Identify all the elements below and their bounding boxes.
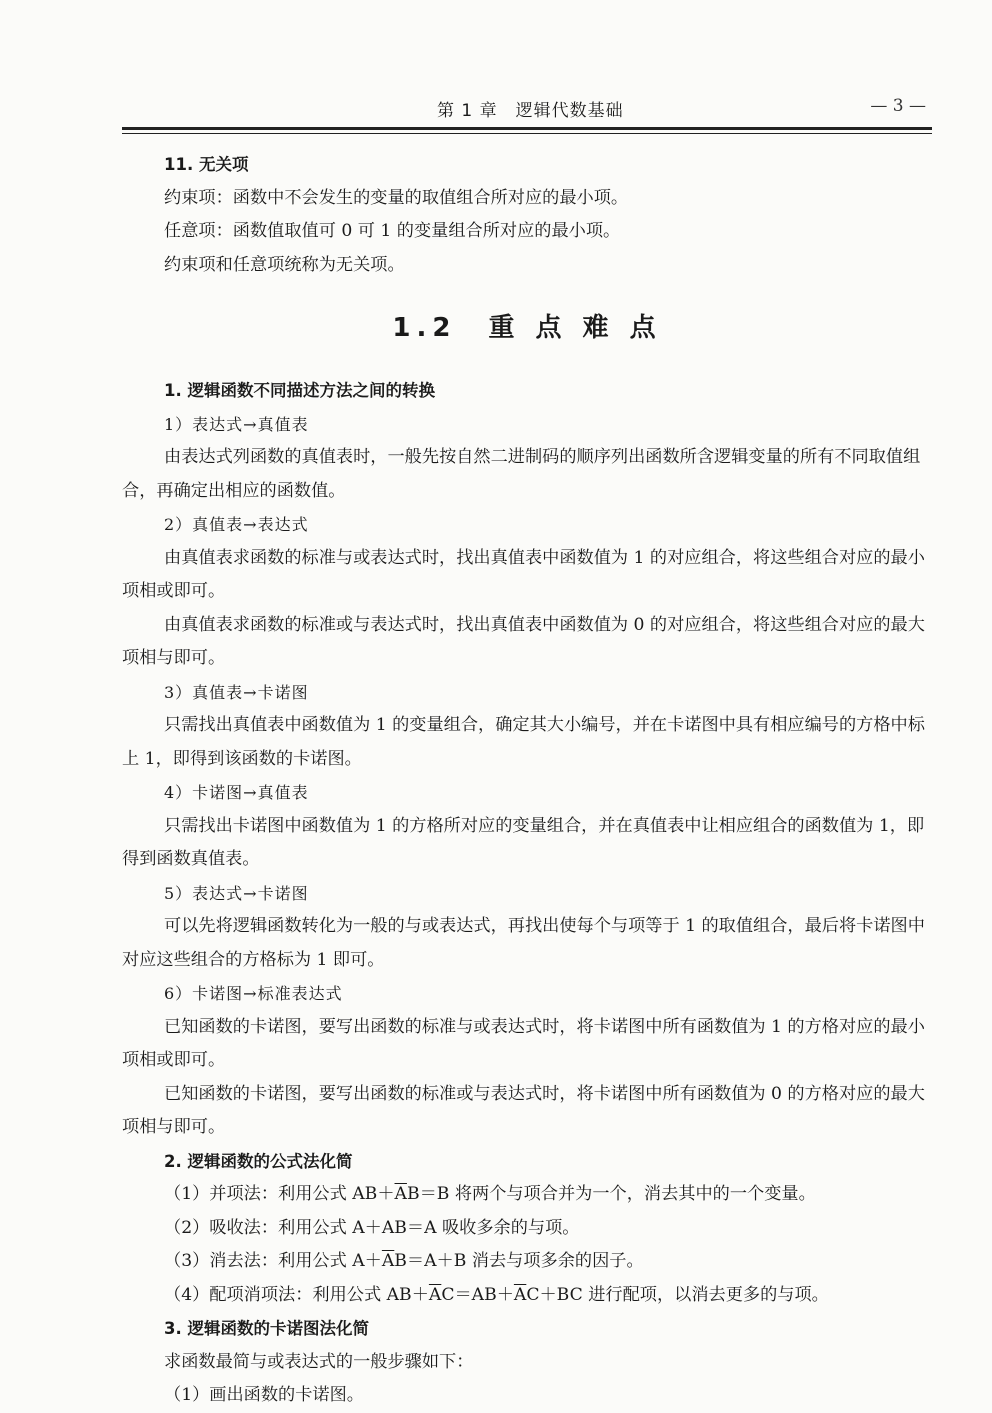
subheading: 5）表达式→卡诺图: [164, 883, 309, 903]
paragraph: 由真值表求函数的标准与或表达式时，找出真值表中函数值为 1 的对应组合，将这些组合对应的最小项相或即可。: [122, 547, 925, 601]
paragraph: 由真值表求函数的标准或与表达式时，找出真值表中函数值为 0 的对应组合，将这些组合对应的最大项相与即可。: [122, 614, 925, 668]
paragraph: 可以先将逻辑函数转化为一般的与或表达式，再找出使每个与项等于 1 的取值组合，最后将卡诺图中对应这些组合的方格标为 1 即可。: [122, 916, 925, 970]
paragraph: 任意项：函数值取值可 0 可 1 的变量组合所对应的最小项。: [164, 221, 621, 241]
formula-text: C＝AB＋: [441, 1284, 514, 1305]
subheading: 1）表达式→真值表: [164, 414, 309, 434]
header-rule: [122, 127, 932, 130]
list-item: [122, 1178, 932, 1212]
paragraph: 已知函数的卡诺图，要写出函数的标准与或表达式时，将卡诺图中所有函数值为 1 的方格对应的最小项相或即可。: [122, 1016, 925, 1070]
formula-text: B＝B 将两个与项合并为一个，消去其中的一个变量。: [406, 1184, 816, 1204]
list-item: （1）画出函数的卡诺图。: [164, 1385, 364, 1405]
subheading: 6）卡诺图→标准表达式: [164, 984, 343, 1003]
page-number: — 3 —: [870, 96, 926, 116]
list-item: （2）吸收法：利用公式 A＋AB＝A 吸收多余的与项。: [164, 1217, 580, 1238]
page-header: [122, 96, 930, 124]
section-heading: 1.2 重 点 难 点: [392, 313, 662, 343]
negated-variable: $\overline{A}$: [394, 1184, 407, 1204]
negated-variable: $\overline{A}$: [381, 1251, 395, 1271]
subheading: 4）卡诺图→真值表: [164, 783, 309, 802]
list-item: [122, 1279, 932, 1313]
paragraph: 约束项：函数中不会发生的变量的取值组合所对应的最小项。: [164, 187, 629, 208]
chapter-title: 第 1 章 逻辑代数基础: [437, 101, 624, 121]
negated-variable: $\overline{A}$: [428, 1284, 442, 1305]
formula-text: C＋BC 进行配项，以消去更多的与项。: [526, 1284, 829, 1305]
subheading: 2）真值表→表达式: [164, 515, 309, 534]
page-body: [122, 148, 932, 1413]
paragraph: 约束项和任意项统称为无关项。: [164, 254, 405, 275]
part-2-title: 2. 逻辑函数的公式法化简: [164, 1151, 353, 1171]
part-1-title: 1. 逻辑函数不同描述方法之间的转换: [164, 381, 435, 400]
formula-text: B＝A＋B 消去与项多余的因子。: [394, 1251, 644, 1271]
formula-text: （1）并项法：利用公式 AB＋: [164, 1184, 395, 1204]
part-3-title: 3. 逻辑函数的卡诺图法化简: [164, 1319, 369, 1338]
formula-text: （3）消去法：利用公式 A＋: [164, 1251, 382, 1271]
formula-text: （4）配项消项法：利用公式 AB＋: [164, 1284, 429, 1305]
paragraph: 已知函数的卡诺图，要写出函数的标准或与表达式时，将卡诺图中所有函数值为 0 的方格对应的最大项相与即可。: [122, 1083, 925, 1137]
paragraph: 只需找出真值表中函数值为 1 的变量组合，确定其大小编号，并在卡诺图中具有相应编号的方格中标上 1，即得到该函数的卡诺图。: [122, 715, 925, 769]
negated-variable: $\overline{A}$: [513, 1284, 527, 1305]
paragraph: 求函数最简与或表达式的一般步骤如下：: [164, 1351, 474, 1372]
header-rule-thin: [122, 133, 932, 134]
paragraph: 只需找出卡诺图中函数值为 1 的方格所对应的变量组合，并在真值表中让相应组合的函数值为 1，即得到函数真值表。: [122, 815, 925, 869]
paragraph: 由表达式列函数的真值表时，一般先按自然二进制码的顺序列出函数所含逻辑变量的所有不同取值组合，再确定出相应的函数值。: [122, 447, 921, 501]
section-11-title: 11. 无关项: [164, 155, 249, 174]
list-item: [122, 1245, 932, 1279]
subheading: 3）真值表→卡诺图: [164, 682, 309, 702]
